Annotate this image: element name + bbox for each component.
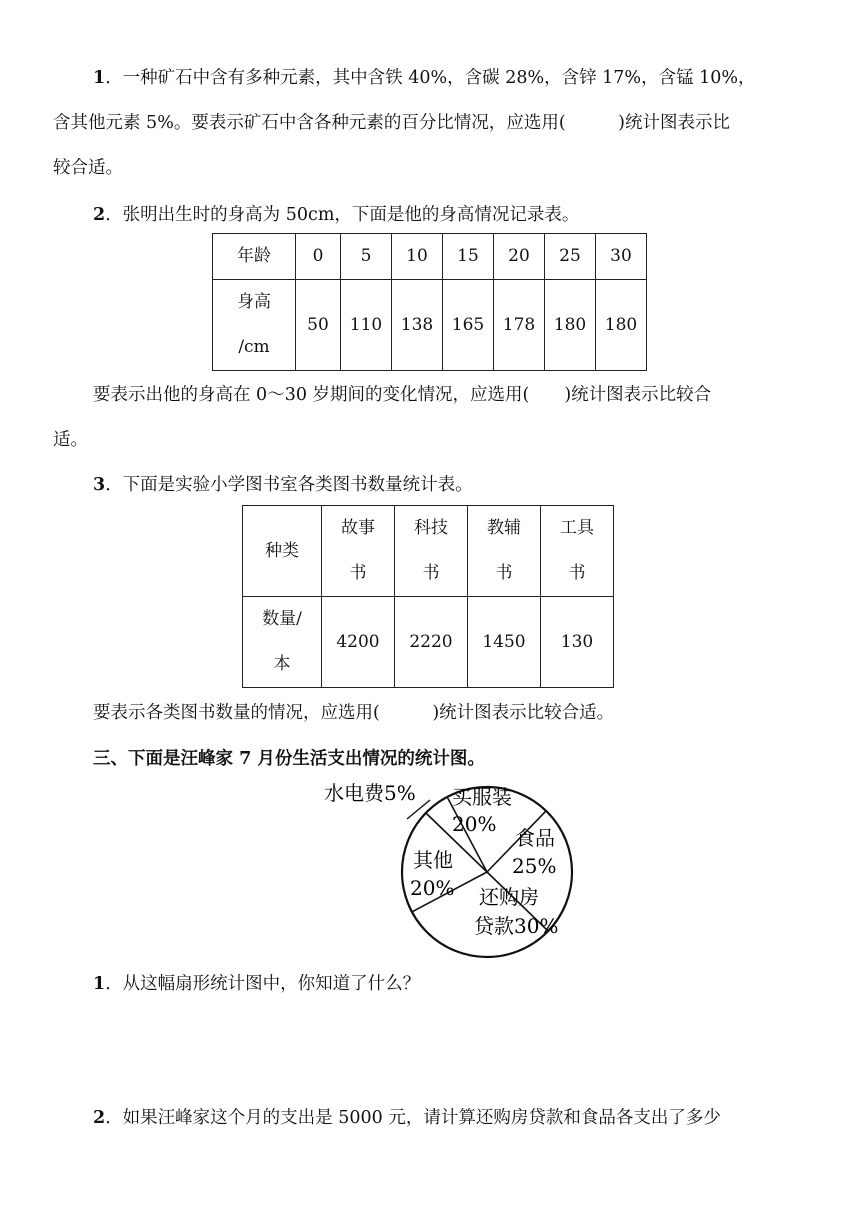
quantity-cell: 130	[541, 597, 614, 688]
age-cell: 5	[341, 234, 392, 280]
q3-intro: ．下面是实验小学图书室各类图书数量统计表。	[105, 475, 473, 495]
age-cell: 0	[296, 234, 341, 280]
height-cell: 110	[341, 280, 392, 371]
expense-pie-chart	[0, 770, 860, 970]
age-cell: 20	[494, 234, 545, 280]
q1-number: 1	[93, 68, 106, 88]
height-cell: 178	[494, 280, 545, 371]
food-label-a: 食品	[515, 826, 555, 850]
category-cell	[541, 506, 614, 597]
q2-intro-line	[93, 201, 579, 226]
age-cell: 10	[392, 234, 443, 280]
height-cell: 138	[392, 280, 443, 371]
section3-title: 三、下面是汪峰家 7 月份生活支出情况的统计图。	[93, 749, 485, 769]
q3-line1: 要表示各类图书数量的情况，应选用( )统计图表示比较合适。	[93, 703, 615, 723]
height-cell: 165	[443, 280, 494, 371]
quantity-cell: 1450	[468, 597, 541, 688]
q1-line3: 较合适。	[53, 158, 123, 178]
height-header-a: 身高	[237, 292, 271, 312]
quantity-row	[243, 597, 614, 688]
age-header: 年龄	[213, 234, 296, 280]
quantity-header-a: 数量/	[262, 609, 302, 629]
other-label-a: 其他	[413, 848, 453, 872]
height-row	[213, 280, 647, 371]
other-label-b: 20%	[410, 876, 455, 900]
food-label-b: 25%	[512, 854, 557, 878]
height-cell: 180	[545, 280, 596, 371]
height-table	[212, 233, 647, 371]
s3q2-number: 2	[93, 1108, 106, 1128]
mortgage-label-a: 还购房	[479, 885, 539, 909]
q3-intro-line	[93, 471, 473, 496]
s3q2-text: ．如果汪峰家这个月的支出是 5000 元，请计算还购房贷款和食品各支出了多少	[105, 1108, 721, 1128]
utility-label: 水电费5%	[324, 781, 416, 805]
q2-line1: 要表示出他的身高在 0～30 岁期间的变化情况，应选用( )统计图表示比较合	[93, 385, 712, 405]
s3q1-number: 1	[93, 974, 106, 994]
category-bottom: 书	[495, 563, 513, 583]
category-header: 种类	[243, 506, 322, 597]
clothes-label-b: 20%	[452, 812, 497, 836]
s3q2-line	[93, 1104, 721, 1129]
quantity-cell: 2220	[395, 597, 468, 688]
category-cell	[468, 506, 541, 597]
category-cell	[395, 506, 468, 597]
category-top: 科技	[414, 518, 448, 538]
height-header-b: /cm	[238, 337, 270, 357]
q1-text-1: ．一种矿石中含有多种元素，其中含铁 40%，含碳 28%，含锌 17%，含锰 10%，	[105, 68, 756, 88]
q2-intro: ．张明出生时的身高为 50cm，下面是他的身高情况记录表。	[105, 205, 580, 225]
s3q1-line	[93, 970, 420, 995]
quantity-cell: 4200	[322, 597, 395, 688]
quantity-header	[243, 597, 322, 688]
category-cell	[322, 506, 395, 597]
age-cell: 25	[545, 234, 596, 280]
quantity-header-b: 本	[273, 654, 291, 674]
category-top: 工具	[560, 518, 594, 538]
q2-number: 2	[93, 205, 106, 225]
clothes-label-a: 买服装	[452, 785, 512, 809]
age-cell: 15	[443, 234, 494, 280]
q1-line1	[93, 64, 756, 89]
books-table	[242, 505, 614, 688]
q1-line2: 含其他元素 5%。要表示矿石中含各种元素的百分比情况，应选用( )统计图表示比	[53, 113, 730, 133]
category-bottom: 书	[422, 563, 440, 583]
age-row	[213, 234, 647, 280]
q2-line2: 适。	[53, 430, 88, 450]
height-cell: 180	[596, 280, 647, 371]
category-bottom: 书	[349, 563, 367, 583]
s3q1-text: ．从这幅扇形统计图中，你知道了什么？	[105, 974, 421, 994]
category-top: 故事	[341, 518, 375, 538]
category-top: 教辅	[487, 518, 521, 538]
age-cell: 30	[596, 234, 647, 280]
category-row	[243, 506, 614, 597]
q3-number: 3	[93, 475, 106, 495]
height-cell: 50	[296, 280, 341, 371]
category-bottom: 书	[568, 563, 586, 583]
height-header	[213, 280, 296, 371]
mortgage-label-b: 贷款30%	[474, 914, 559, 938]
